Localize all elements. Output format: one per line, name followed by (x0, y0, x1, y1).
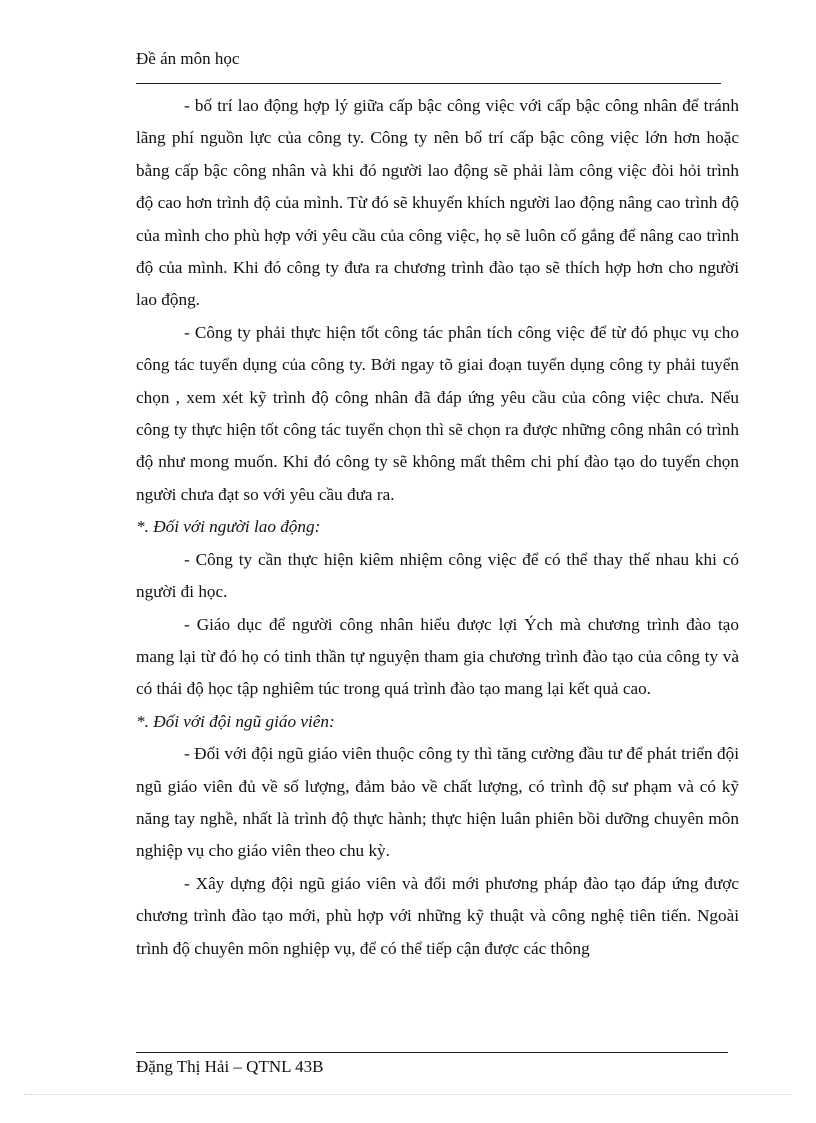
document-body (136, 90, 739, 965)
footer-divider (136, 1052, 728, 1053)
paragraph-teaching-methods: - Xây dựng đội ngũ giáo viên và đổi mới phương pháp đào tạo đáp ứng được chương trình đào tạo mới, phù hợp với những kỹ thuật và công nghệ tiên tiến. Ngoài trình độ chuyên môn nghiệp vụ, để có thể tiếp cận được các thông (136, 873, 739, 958)
paragraph-teacher-development: - Đối với đội ngũ giáo viên thuộc công ty thì tăng cường đầu tư để phát triển đội ngũ giáo viên đủ về số lượng, đảm bảo về chất lượng, có trình độ sư phạm và có kỹ năng tay nghề, nhất là trình độ thực hành; thực hiện luân phiên bồi dưỡng chuyên môn nghiệp vụ cho giáo viên theo chu kỳ. (136, 744, 739, 861)
paragraph-education: - Giáo dục để người công nhân hiểu được lợi Ých mà chương trình đào tạo mang lại từ đó họ có tinh thần tự nguyện tham gia chương trình đào tạo của công ty và có thái độ học tập nghiêm túc trong quá trình đào tạo mang lại kết quả cao. (136, 614, 739, 699)
page-header-title: Đề án môn học (136, 49, 240, 68)
paragraph-labor-arrangement: - bố trí lao động hợp lý giữa cấp bậc công việc với cấp bậc công nhân để tránh lãng phí nguồn lực của công ty. Công ty nên bố trí cấp bậc công việc lớn hơn hoặc bằng cấp bậc công nhân và khi đó người lao động sẽ phải làm công việc đòi hỏi trình độ cao hơn trình độ của mình. Từ đó sẽ khuyến khích người lao động nâng cao trình độ của mình cho phù hợp với yêu cầu của công việc, họ sẽ luôn cố gắng để nâng cao trình độ của mình. Khi đó công ty đưa ra chương trình đào tạo sẽ thích hợp hơn cho người lao động. (136, 96, 739, 310)
section-heading-workers: *. Đối với người lao động: (136, 517, 321, 537)
page-footer-author: Đặng Thị Hải – QTNL 43B (136, 1057, 324, 1076)
page-boundary-line (24, 1094, 792, 1095)
paragraph-job-analysis: - Công ty phải thực hiện tốt công tác phân tích công việc để từ đó phục vụ cho công tác tuyển dụng của công ty. Bởi ngay tõ giai đoạn tuyển dụng công ty phải tuyển chọn , xem xét kỹ trình độ công nhân đã đáp ứng yêu cầu của công việc chưa. Nếu công ty thực hiện tốt công tác tuyển chọn thì sẽ chọn ra được những công nhân có trình độ như mong muốn. Khi đó công ty sẽ không mất thêm chi phí đào tạo do tuyển chọn người chưa đạt so với yêu cầu đưa ra. (136, 322, 739, 504)
header-divider (136, 83, 721, 84)
section-heading-teachers: *. Đối với đội ngũ giáo viên: (136, 711, 335, 731)
paragraph-multitasking: - Công ty cần thực hiện kiêm nhiệm công việc để có thể thay thế nhau khi có người đi học. (136, 549, 739, 602)
